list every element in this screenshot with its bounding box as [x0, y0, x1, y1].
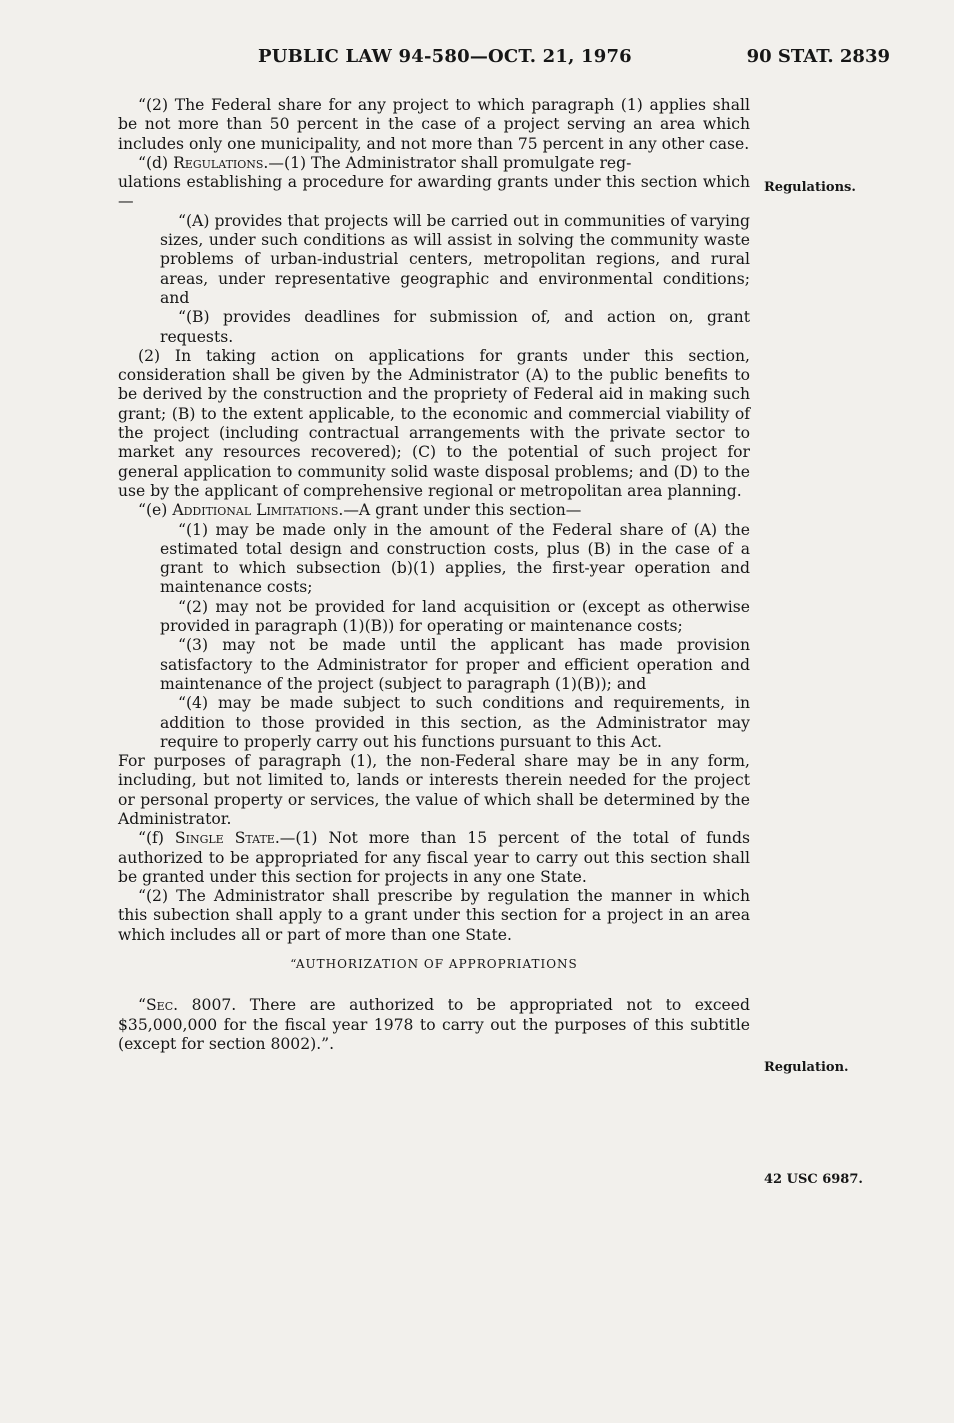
paragraph-d-continuation: ulations establishing a procedure for awarding grants under this section which— [118, 173, 750, 211]
public-law-header: PUBLIC LAW 94-580—OCT. 21, 1976 [258, 46, 632, 67]
limitation-2: “(2) may not be provided for land acquisition or (except as otherwise provided in paragraph (1)(B)) for operating or maintenance costs; [160, 597, 750, 636]
sec-heading: Sec. [145, 996, 179, 1015]
paragraph-d-regulations [118, 154, 750, 173]
e-prefix: “(e) [138, 501, 173, 520]
paragraph-a-projects: “(A) provides that projects will be carried out in communities of varying sizes, under such conditions as will assist in solving the community waste problems of urban-industrial centers, metropolitan regions, and rural areas, under representative geographic and environmental conditions; and [160, 211, 750, 307]
f-text: —(1) Not more than 15 percent of the total of funds authorized to be appropriated for any fiscal year to carry out this section shall be granted under this section for projects in any one State. [118, 829, 750, 886]
paragraph-non-federal-share: For purposes of paragraph (1), the non-Federal share may be in any form, including, but not limited to, lands or interests therein needed for the project or personal property or services, the value of which shall be determined by the Administrator. [118, 752, 750, 828]
limitation-1: “(1) may be made only in the amount of the Federal share of (A) the estimated total design and construction costs, plus (B) in the case of a grant to which subsection (b)(1) applies, the first-year operation and maintenance costs; [160, 520, 750, 597]
paragraph-sec-8007 [118, 996, 750, 1054]
f-prefix: “(f) [138, 829, 175, 848]
paragraph-e-limitations [118, 501, 750, 520]
e-heading: Additional Limitations. [172, 501, 344, 520]
d-heading: Regulations. [173, 153, 269, 172]
body-text [118, 96, 750, 1054]
paragraph-f-2-regulation: “(2) The Administrator shall prescribe by regulation the manner in which this subection shall apply to a grant under this section for a project in an area which includes all or part of more than one State. [118, 887, 750, 944]
paragraph-consideration: (2) In taking action on applications for grants under this section, consideration shall be given by the Administrator (A) to the public benefits to be derived by the construction and the propriety of Federal aid in making such grant; (B) to the extent applicable, to the economic and commercial viability of the project (including contractual arrangements with the private sector to market any resources recovered); (C) to the potential of such project for general application to community solid waste disposal problems; and (D) to the use by the applicant of comprehensive regional or metropolitan area planning. [118, 346, 750, 500]
section-heading-appropriations: “AUTHORIZATION OF APPROPRIATIONS [290, 957, 578, 972]
paragraph-f-single-state [118, 829, 750, 887]
margin-note-regulation: Regulation. [764, 1060, 849, 1075]
d-text: —(1) The Administrator shall promulgate reg- [268, 153, 632, 172]
statute-page-number: 90 STAT. 2839 [746, 46, 890, 67]
limitation-4: “(4) may be made subject to such conditions and requirements, in addition to those provided in this section, as the Administrator may require to properly carry out his functions pursuant to this Act. [160, 694, 750, 751]
d-prefix: “(d) [138, 153, 174, 172]
sec-prefix: “ [138, 996, 146, 1015]
paragraph-b-deadlines: “(B) provides deadlines for submission of, and action on, grant requests. [160, 308, 750, 346]
margin-note-regulations: Regulations. [764, 180, 856, 195]
sec-text: 8007. There are authorized to be appropriated not to exceed $35,000,000 for the fiscal year 1978 to carry out the purposes of this subtitle (except for section 8002).”. [118, 996, 750, 1053]
margin-note-usc: 42 USC 6987. [764, 1172, 863, 1187]
f-heading: Single State. [174, 829, 280, 848]
limitation-3: “(3) may not be made until the applicant has made provision satisfactory to the Administrator for proper and efficient operation and maintenance of the project (subject to paragraph (1)(B)); and [160, 636, 750, 693]
page-header [0, 46, 954, 76]
paragraph-federal-share: “(2) The Federal share for any project to which paragraph (1) applies shall be not more than 50 percent in the case of a project serving an area which includes only one municipality, and not more than 75 percent in any other case. [118, 96, 750, 153]
e-text: —A grant under this section— [343, 501, 582, 520]
